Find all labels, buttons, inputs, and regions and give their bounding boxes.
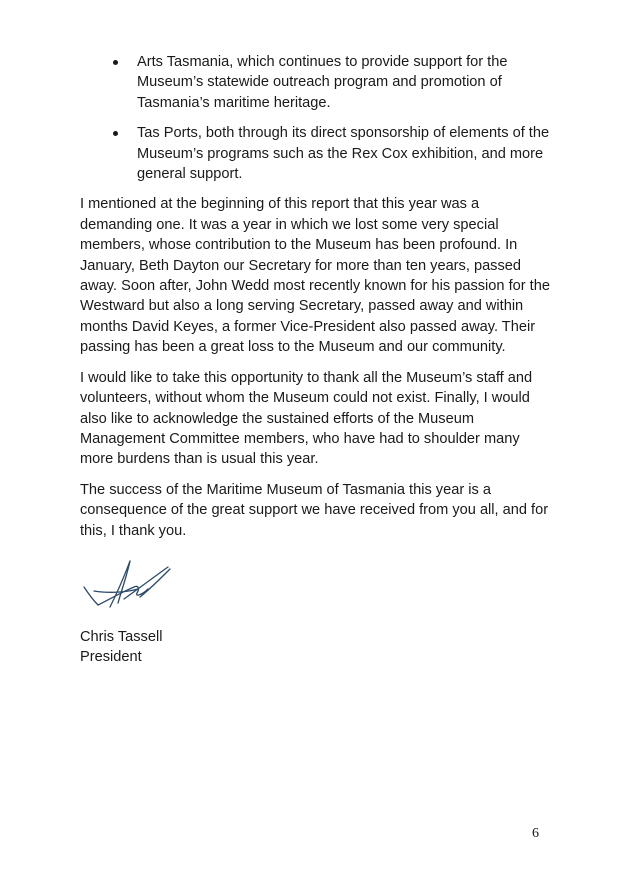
bullet-list <box>80 52 550 184</box>
signatory-name: Chris Tassell <box>80 628 163 645</box>
bullet-text: Tas Ports, both through its direct sponsorship of elements of the Museum’s programs such as the Rex Cox exhibition, and more general support. <box>137 125 550 183</box>
bullet-icon <box>113 131 118 136</box>
signatory-title: President <box>80 649 142 666</box>
paragraph-closing: The success of the Maritime Museum of Tasmania this year is a consequence of the great support we have received from you all, and for this, I thank you. <box>80 481 549 539</box>
signature-block <box>80 627 550 668</box>
bullet-text: Arts Tasmania, which continues to provide support for the Museum’s statewide outreach program and promotion of Tasmania’s maritime heritage. <box>137 54 508 111</box>
list-item <box>80 123 550 184</box>
signature-icon <box>80 555 180 615</box>
signature-image <box>80 555 180 615</box>
paragraph-thanks: I would like to take this opportunity to thank all the Museum’s staff and volunteers, without whom the Museum could not exist. Finally, I would also like to acknowledge the sustained efforts of the Museum Management Committee members, who have had to shoulder many more burdens than is usual this year. <box>80 369 533 468</box>
list-item <box>80 52 550 113</box>
page-content <box>80 52 550 668</box>
paragraph-losses: I mentioned at the beginning of this report that this year was a demanding one. It was a year in which we lost some very special members, whose contribution to the Museum has been profound. In January, Beth Dayton our Secretary for more than ten years, passed away. Soon after, John Wedd most recently known for his passion for the Westward but also a long serving Secretary, passed away and within months David Keyes, a former Vice-President also passed away. Their passing has been a great loss to the Museum and our community. <box>80 196 550 356</box>
page-number: 6 <box>532 826 539 841</box>
bullet-icon <box>113 60 118 65</box>
